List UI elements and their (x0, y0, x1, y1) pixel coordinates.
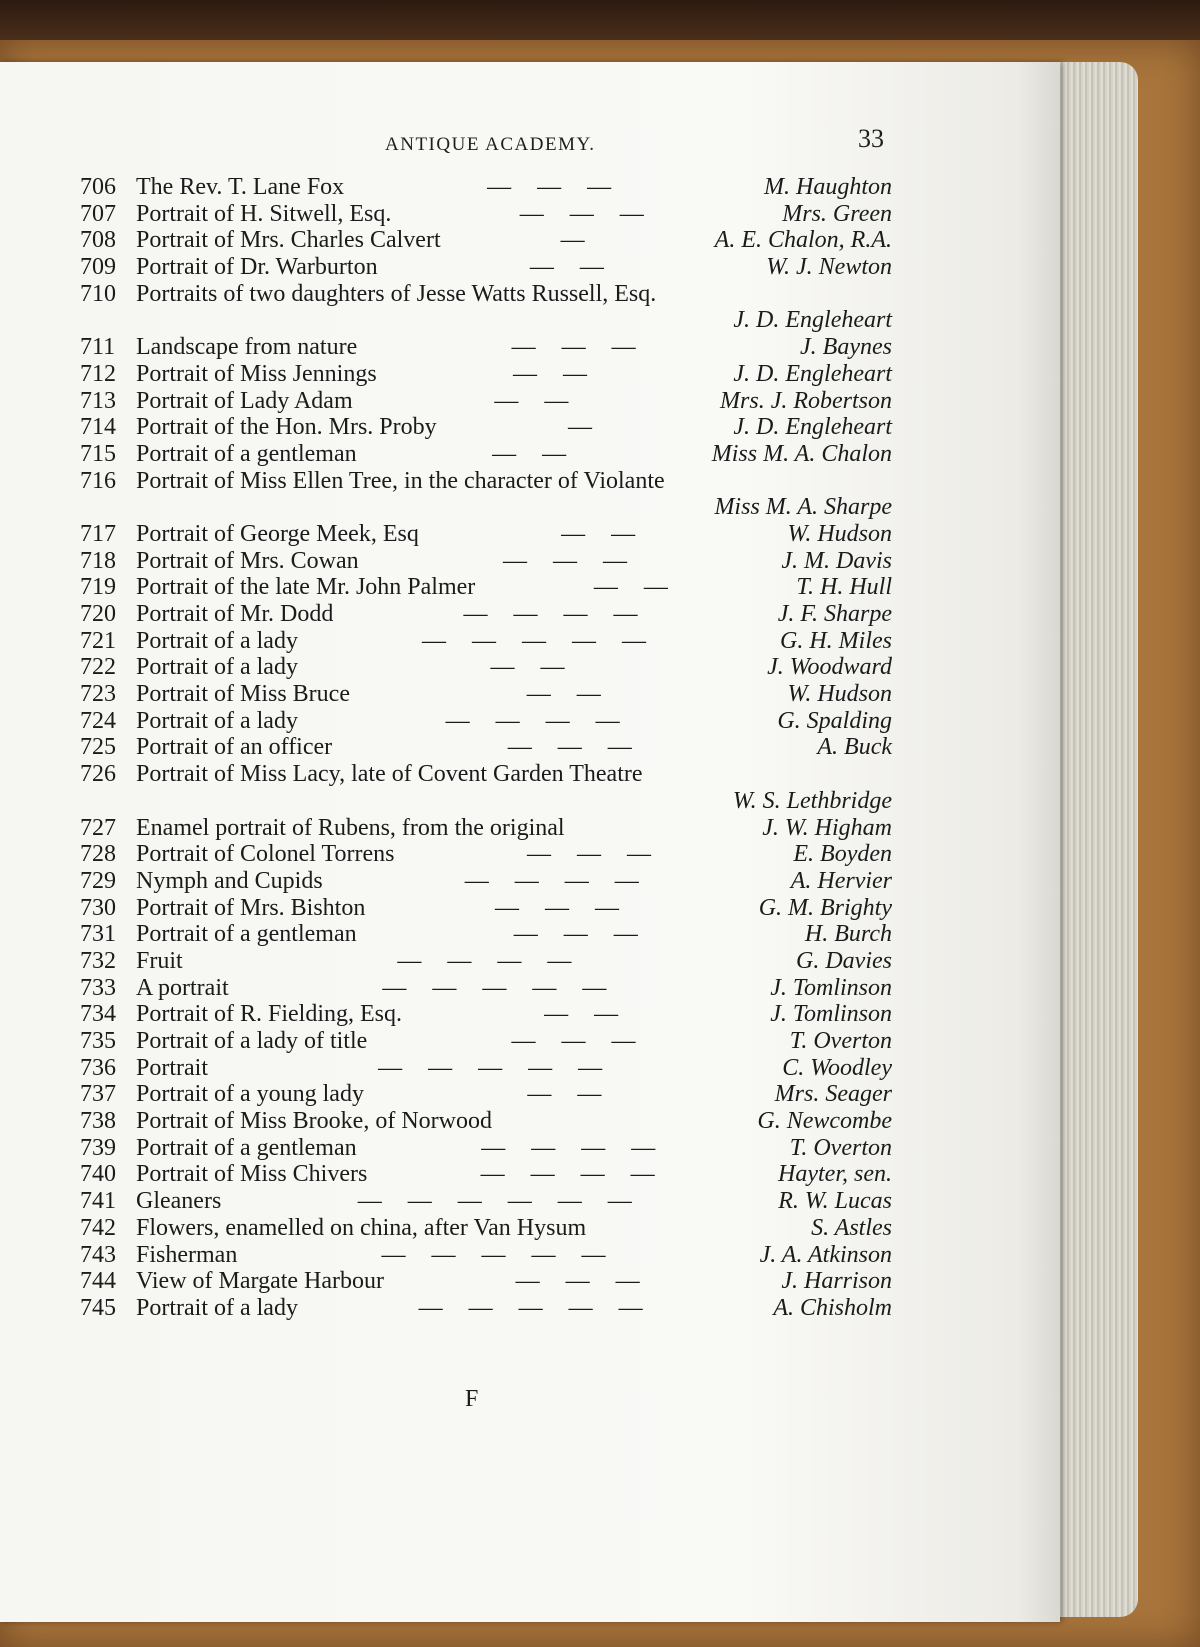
entry-title: Portrait of a young lady (136, 1081, 364, 1108)
entry-number: 722 (80, 654, 116, 681)
catalogue-entry (80, 708, 892, 735)
catalogue-entry (80, 1188, 892, 1215)
entry-title: Portrait of Dr. Warburton (136, 254, 378, 281)
entry-title: Portrait of Lady Adam (136, 387, 353, 414)
catalogue-entry (80, 1028, 892, 1055)
entry-title: Portrait of a lady (136, 1294, 298, 1321)
entry-number: 730 (80, 894, 116, 921)
entry-artist: J. F. Sharpe (777, 601, 892, 627)
entry-artist: W. J. Newton (766, 254, 892, 281)
entry-artist: T. Overton (789, 1134, 892, 1161)
entry-title: Portrait of a lady of title (136, 1028, 368, 1054)
entry-artist: Mrs. Seager (774, 1081, 892, 1108)
entry-title: Flowers, enamelled on china, after Van Hysum (136, 1214, 587, 1241)
entry-number: 706 (80, 174, 116, 200)
catalogue-entry (80, 841, 892, 868)
entry-number: 733 (80, 974, 116, 1001)
entry-artist-continued: W. S. Lethbridge (732, 787, 892, 814)
leader-dashes: — — — (503, 547, 637, 574)
catalogue-entry (80, 521, 892, 548)
entry-number: 739 (80, 1134, 116, 1161)
leader-dashes: — — — (515, 1268, 650, 1295)
running-head: ANTIQUE ACADEMY. (385, 134, 596, 155)
entry-artist: M. Haughton (764, 174, 892, 200)
entry-number: 718 (80, 547, 116, 574)
entry-artist: R. W. Lucas (778, 1188, 892, 1215)
entry-artist: W. Hudson (787, 520, 892, 547)
leader-dashes: — — — — — (378, 1054, 613, 1081)
entry-artist: G. H. Miles (780, 627, 892, 654)
entry-number: 731 (80, 921, 116, 948)
entry-artist: G. Spalding (777, 707, 892, 734)
entry-number: 732 (80, 947, 116, 974)
entry-number: 707 (80, 200, 116, 227)
entry-title: Portrait (136, 1054, 208, 1081)
entry-number: 710 (80, 280, 116, 307)
catalogue-entries (80, 174, 892, 1322)
leader-dashes: — — — — — — (357, 1188, 642, 1215)
entry-artist-continued: J. D. Engleheart (733, 307, 892, 334)
catalogue-entry (80, 1135, 892, 1162)
entry-number: 728 (80, 841, 116, 868)
entry-artist: J. Baynes (800, 334, 892, 361)
entry-title: Enamel portrait of Rubens, from the original (136, 814, 565, 841)
entry-number: 734 (80, 1001, 116, 1028)
entry-number: 742 (80, 1214, 116, 1241)
entry-title: The Rev. T. Lane Fox (136, 174, 345, 200)
leader-dashes: — — — — (463, 601, 648, 627)
entry-artist: W. Hudson (787, 681, 892, 708)
catalogue-entry (80, 681, 892, 708)
entry-artist-continued: Miss M. A. Sharpe (714, 494, 892, 521)
leader-dashes: — — (529, 254, 614, 281)
entry-title: Portrait of Mrs. Charles Calvert (136, 227, 441, 254)
entry-artist: H. Burch (804, 921, 892, 948)
catalogue-entry (80, 761, 892, 788)
entry-title: Landscape from nature (136, 334, 358, 361)
entry-number: 712 (80, 360, 116, 387)
leader-dashes: — — (513, 360, 598, 387)
page-number: 33 (858, 124, 884, 153)
entry-number: 709 (80, 254, 116, 281)
entry-number: 738 (80, 1108, 116, 1135)
entry-title: Portrait of the Hon. Mrs. Proby (136, 414, 437, 441)
book-background (0, 0, 1200, 40)
entry-artist: C. Woodley (782, 1054, 892, 1081)
entry-number: 717 (80, 520, 116, 547)
entry-number: 727 (80, 814, 116, 841)
entry-number: 745 (80, 1294, 116, 1321)
entry-title: Portrait of Miss Lacy, late of Covent Garden Theatre (136, 761, 643, 788)
entry-number: 726 (80, 761, 116, 788)
entry-number: 723 (80, 681, 116, 708)
entry-artist: J. W. Higham (762, 814, 892, 841)
leader-dashes: — — (593, 574, 678, 601)
catalogue-entry (80, 388, 892, 415)
entry-artist: J. D. Engleheart (733, 360, 892, 387)
entry-title: A portrait (136, 974, 229, 1001)
entry-title: Gleaners (136, 1188, 222, 1215)
entry-number: 724 (80, 707, 116, 734)
entry-artist: J. Tomlinson (770, 974, 892, 1001)
signature-mark: F (465, 1386, 479, 1412)
catalogue-entry (80, 1055, 892, 1082)
leader-dashes: — — — — (464, 867, 649, 894)
entry-title: Portrait of Miss Chivers (136, 1161, 368, 1188)
catalogue-entry (80, 174, 892, 201)
entry-number: 737 (80, 1081, 116, 1108)
entry-artist: Mrs. Green (782, 200, 892, 227)
entry-artist: S. Astles (811, 1214, 892, 1241)
leader-dashes: — — — — — (418, 1294, 653, 1321)
leader-dashes: — — — — — (381, 1241, 616, 1268)
entry-title: Portrait of a lady (136, 707, 298, 734)
entry-artist: J. Woodward (767, 654, 892, 681)
catalogue-entry (80, 654, 892, 681)
entry-artist: G. Davies (796, 947, 892, 974)
entry-artist: A. E. Chalon, R.A. (714, 227, 892, 254)
entry-artist: J. Tomlinson (770, 1001, 892, 1028)
entry-artist: J. D. Engleheart (733, 414, 892, 441)
entry-artist: A. Chisholm (773, 1294, 892, 1321)
leader-dashes: — — — — (480, 1161, 665, 1188)
entry-number: 714 (80, 414, 116, 441)
entry-title: Portrait of Mrs. Cowan (136, 547, 359, 574)
leader-dashes: — — — (507, 734, 642, 761)
entry-number: 713 (80, 387, 116, 414)
entry-number: 735 (80, 1028, 116, 1054)
catalogue-entry (80, 334, 892, 361)
catalogue-entry (80, 1001, 892, 1028)
entry-title: Portrait of a gentleman (136, 440, 357, 467)
leader-dashes: — (560, 227, 595, 254)
leader-dashes: — — — — — (382, 974, 617, 1001)
leader-dashes: — — — — (445, 707, 630, 734)
catalogue-entry (80, 948, 892, 975)
entry-title: Portrait of Miss Ellen Tree, in the character of Violante (136, 467, 665, 494)
entry-artist: A. Hervier (790, 867, 892, 894)
entry-artist: G. Newcombe (757, 1108, 892, 1135)
entry-number: 711 (80, 334, 116, 361)
leader-dashes: — — (492, 440, 577, 467)
leader-dashes: — — (544, 1001, 629, 1028)
entry-title: Portrait of a gentleman (136, 1134, 357, 1161)
entry-number: 721 (80, 627, 116, 654)
entry-number: 719 (80, 574, 116, 601)
entry-title: Portrait of Miss Brooke, of Norwood (136, 1108, 492, 1135)
catalogue-entry (80, 1161, 892, 1188)
catalogue-entry (80, 281, 892, 308)
leader-dashes: — — (494, 387, 579, 414)
entry-title: Portrait of Mrs. Bishton (136, 894, 366, 921)
catalogue-entry (80, 574, 892, 601)
catalogue-entry (80, 1295, 892, 1322)
entry-number: 744 (80, 1268, 116, 1295)
entry-number: 725 (80, 734, 116, 761)
entry-number: 720 (80, 601, 116, 627)
catalogue-entry (80, 1215, 892, 1242)
entry-artist: J. A. Atkinson (759, 1241, 892, 1268)
entry-number: 716 (80, 467, 116, 494)
catalogue-entry (80, 921, 892, 948)
leader-dashes: — — — (513, 921, 648, 948)
leader-dashes: — — (526, 681, 611, 708)
catalogue-entry (80, 734, 892, 761)
leader-dashes: — — — (519, 200, 654, 227)
leader-dashes: — — — — — (421, 627, 656, 654)
catalogue-entry (80, 441, 892, 468)
entry-number: 729 (80, 867, 116, 894)
catalogue-entry (80, 975, 892, 1002)
entry-title: Portrait of a gentleman (136, 921, 357, 948)
leader-dashes: — — — (526, 841, 661, 868)
leader-dashes: — — (527, 1081, 612, 1108)
entry-artist: T. Overton (789, 1028, 892, 1054)
entry-title: Portrait of Miss Bruce (136, 681, 350, 708)
catalogue-entry (80, 1268, 892, 1295)
entry-title: Fisherman (136, 1241, 238, 1268)
leader-dashes: — — — — (481, 1134, 666, 1161)
entry-number: 741 (80, 1188, 116, 1215)
entry-title: Portrait of the late Mr. John Palmer (136, 574, 476, 601)
entry-artist: E. Boyden (793, 841, 892, 868)
entry-number: 708 (80, 227, 116, 254)
catalogue-entry (80, 548, 892, 575)
entry-artist: Miss M. A. Chalon (711, 440, 892, 467)
entry-artist: A. Buck (817, 734, 892, 761)
entry-title: Portrait of Miss Jennings (136, 360, 377, 387)
entry-title: Portrait of Mr. Dodd (136, 601, 334, 627)
entry-artist: G. M. Brighty (758, 894, 892, 921)
catalogue-entry (80, 254, 892, 281)
catalogue-entry (80, 227, 892, 254)
catalogue-entry (80, 1081, 892, 1108)
catalogue-entry (80, 361, 892, 388)
entry-title: Nymph and Cupids (136, 867, 323, 894)
entry-number: 740 (80, 1161, 116, 1188)
catalogue-entry (80, 895, 892, 922)
entry-title: View of Margate Harbour (136, 1268, 385, 1295)
catalogue-entry (80, 1242, 892, 1269)
entry-number: 743 (80, 1241, 116, 1268)
catalogue-entry (80, 414, 892, 441)
leader-dashes: — — — (487, 174, 622, 200)
leader-dashes: — — — (511, 1028, 646, 1054)
leader-dashes: — — — — (397, 947, 582, 974)
catalogue-entry (80, 1108, 892, 1135)
catalogue-entry (80, 815, 892, 842)
entry-number: 715 (80, 440, 116, 467)
leader-dashes: — (568, 414, 603, 441)
catalogue-entry (80, 628, 892, 655)
entry-title: Portrait of H. Sitwell, Esq. (136, 200, 392, 227)
entry-title: Portrait of a lady (136, 654, 298, 681)
entry-title: Portrait of a lady (136, 627, 298, 654)
entry-title: Fruit (136, 947, 183, 974)
entry-title: Portrait of R. Fielding, Esq. (136, 1001, 402, 1028)
entry-title: Portrait of Colonel Torrens (136, 841, 395, 868)
entry-artist: J. M. Davis (781, 547, 892, 574)
entry-title: Portraits of two daughters of Jesse Watts Russell, Esq. (136, 280, 657, 307)
catalogue-entry (80, 468, 892, 495)
entry-number: 736 (80, 1054, 116, 1081)
leader-dashes: — — — (495, 894, 630, 921)
entry-artist: Mrs. J. Robertson (720, 387, 892, 414)
catalogue-entry (80, 201, 892, 228)
leader-dashes: — — (490, 654, 575, 681)
leader-dashes: — — — (511, 334, 646, 361)
leader-dashes: — — (561, 520, 646, 547)
catalogue-entry (80, 601, 892, 628)
entry-title: Portrait of an officer (136, 734, 333, 761)
entry-artist: T. H. Hull (796, 574, 892, 601)
entry-artist: J. Harrison (781, 1268, 892, 1295)
entry-artist: Hayter, sen. (778, 1161, 892, 1188)
entry-title: Portrait of George Meek, Esq (136, 520, 419, 547)
catalogue-entry (80, 868, 892, 895)
